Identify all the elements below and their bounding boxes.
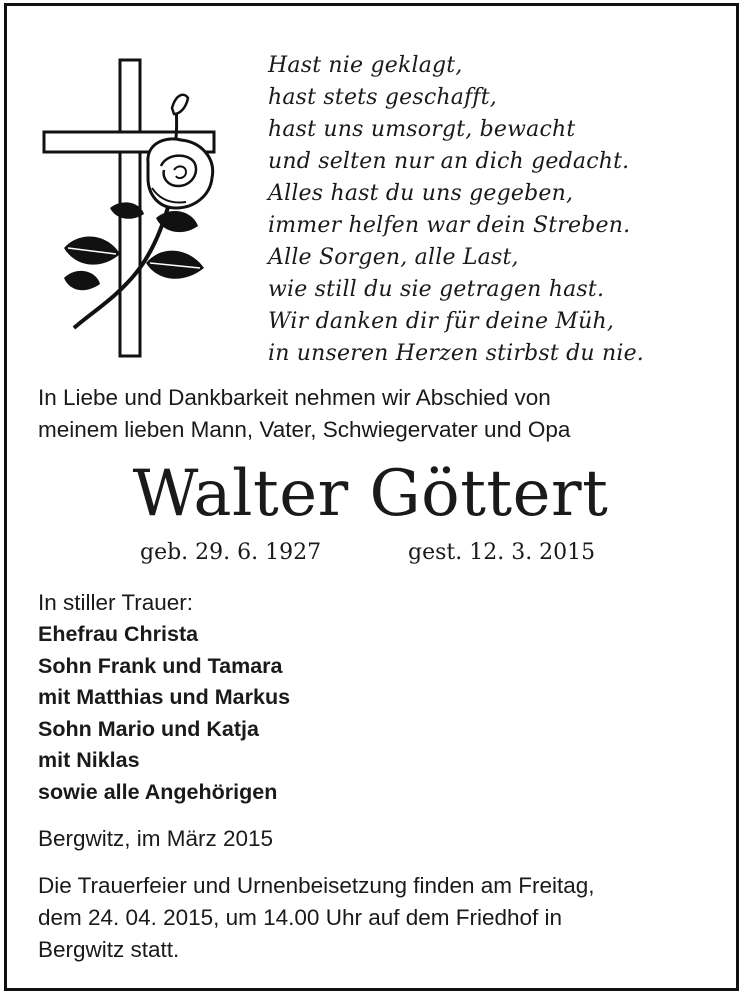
mourner-item: Ehefrau Christa — [38, 622, 199, 646]
deceased-name: Walter Göttert — [132, 457, 609, 531]
mourning-label: In stiller Trauer: — [38, 590, 194, 615]
poem-line: immer helfen war dein Streben. — [268, 213, 631, 238]
birth-date: geb. 29. 6. 1927 — [140, 540, 322, 565]
poem-line: Hast nie geklagt, — [268, 53, 463, 78]
poem-line: Wir danken dir für deine Müh, — [268, 309, 615, 334]
funeral-line: Bergwitz statt. — [38, 937, 180, 962]
mourner-item: mit Matthias und Markus — [38, 685, 291, 709]
intro-line: meinem lieben Mann, Vater, Schwiegervater und Opa — [38, 417, 571, 442]
farewell-intro — [38, 382, 718, 446]
funeral-line: dem 24. 04. 2015, um 14.00 Uhr auf dem Friedhof in — [38, 905, 563, 930]
poem-line: wie still du sie getragen hast. — [268, 277, 605, 302]
mourner-item: sowie alle Angehörigen — [38, 779, 278, 804]
funeral-line: Die Trauerfeier und Urnenbeisetzung finden am Freitag, — [38, 873, 595, 898]
poem-line: in unseren Herzen stirbst du nie. — [268, 341, 644, 366]
poem-line: Alles hast du uns gegeben, — [268, 181, 574, 206]
poem-line: hast stets geschafft, — [268, 85, 498, 110]
poem — [268, 50, 718, 370]
poem-line: Alle Sorgen, alle Last, — [268, 245, 519, 270]
mourner-item: Sohn Mario und Katja — [38, 716, 259, 741]
intro-line: In Liebe und Dankbarkeit nehmen wir Abschied von — [38, 385, 551, 410]
cross-with-rose-icon — [36, 58, 226, 358]
mourner-item: Sohn Frank und Tamara — [38, 653, 283, 678]
funeral-notice — [38, 870, 728, 966]
mourner-item: mit Niklas — [38, 748, 140, 772]
place-date: Bergwitz, im März 2015 — [38, 826, 274, 851]
poem-line: hast uns umsorgt, bewacht — [268, 117, 576, 142]
mourners-list — [38, 619, 290, 808]
death-date: gest. 12. 3. 2015 — [408, 540, 596, 565]
poem-line: und selten nur an dich gedacht. — [268, 149, 630, 174]
